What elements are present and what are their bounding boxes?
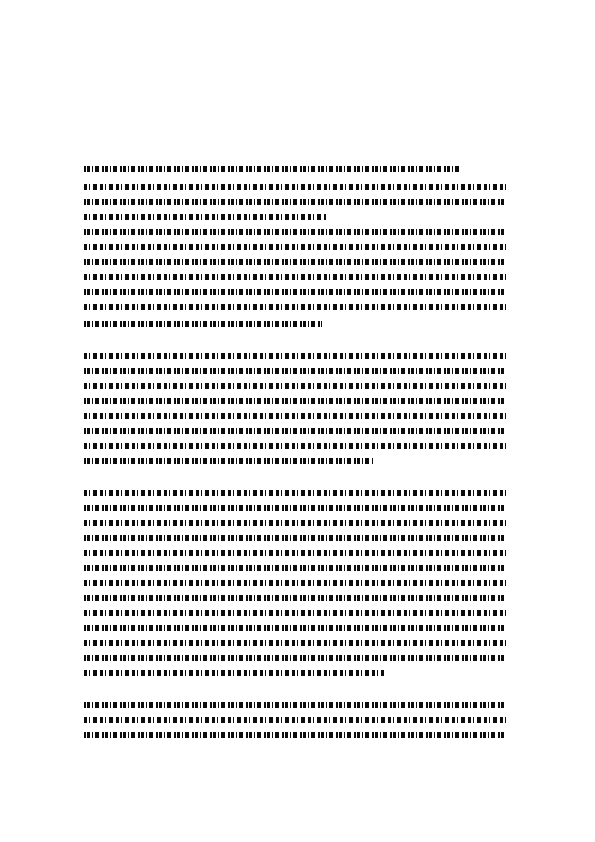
- text-line: [84, 732, 506, 738]
- text-line: [84, 184, 506, 190]
- text-line: [84, 166, 459, 172]
- text-line: [84, 398, 506, 404]
- text-line: [84, 565, 506, 571]
- text-line: [84, 717, 506, 723]
- text-line: [84, 595, 506, 601]
- text-line: [84, 535, 506, 541]
- text-line: [84, 520, 506, 526]
- text-line: [84, 368, 506, 374]
- text-line: [84, 321, 322, 327]
- text-line: [84, 610, 506, 616]
- text-line: [84, 550, 506, 556]
- text-line: [84, 413, 506, 419]
- text-line: [84, 670, 384, 676]
- text-line: [84, 443, 506, 449]
- text-line: [84, 458, 373, 464]
- text-line: [84, 655, 506, 661]
- text-line: [84, 259, 506, 265]
- text-line: [84, 304, 506, 310]
- text-line: [84, 505, 506, 511]
- text-line: [84, 289, 506, 295]
- text-line: [84, 214, 326, 220]
- text-line: [84, 625, 506, 631]
- text-line: [84, 702, 506, 708]
- text-line: [84, 428, 506, 434]
- text-line: [84, 353, 506, 359]
- text-line: [84, 244, 506, 250]
- text-line: [84, 199, 506, 205]
- text-line: [84, 490, 506, 496]
- text-line: [84, 229, 506, 235]
- text-line: [84, 580, 506, 586]
- text-line: [84, 274, 506, 280]
- text-line: [84, 640, 506, 646]
- text-line: [84, 383, 506, 389]
